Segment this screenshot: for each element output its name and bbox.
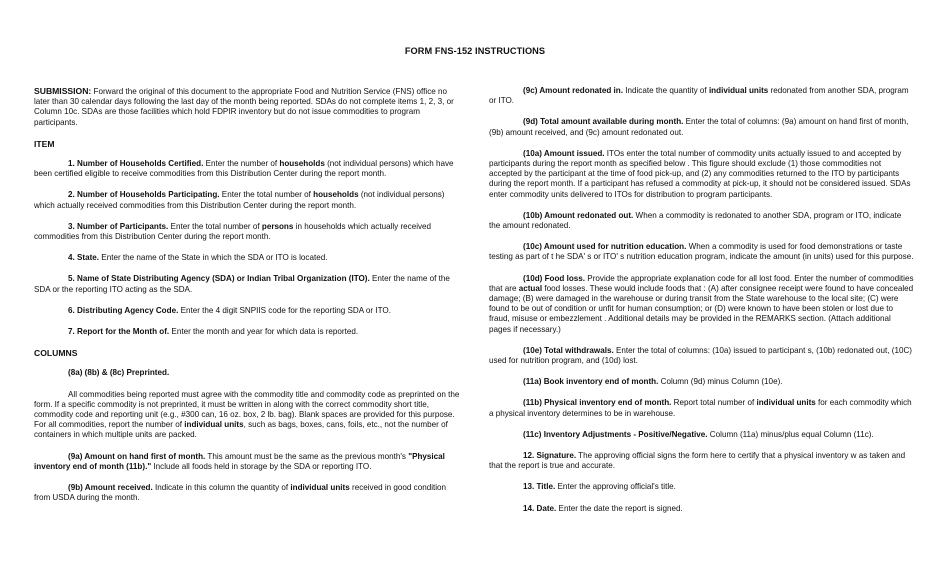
column-11b-text-2: for each commodity which a physical inventory determines to be in warehouse.: [489, 398, 912, 418]
column-9c-text-2: redonated from another SDA, program or ITO.: [489, 86, 909, 106]
column-10d-label: (10d) Food loss.: [523, 273, 586, 283]
column-8-label: (8a) (8b) & (8c) Preprinted.: [68, 368, 170, 378]
column-11b: [489, 398, 914, 418]
column-10d-emphasis: actual: [518, 283, 543, 293]
item-3-label: 3. Number of Participants.: [68, 221, 169, 231]
item-7-label: 7. Report for the Month of.: [68, 327, 170, 337]
column-11c-label: (11c) Inventory Adjustments - Positive/Negative.: [523, 429, 708, 439]
item-1: [34, 159, 460, 179]
column-10e-label: (10e) Total withdrawals.: [523, 345, 614, 355]
item-3-emphasis: persons: [261, 221, 294, 231]
column-9a-text-2: Include all foods held in storage by the SDA or reporting ITO.: [151, 461, 372, 471]
column-10a-text: ITOs enter the total number of commodity units actually issued to and accepted by participants during the report month as specified below . This figure should exclude (1) those commodities not accepted by the participant at the time of food pick-up, and (2) any commodities returned to the ITO by participants during the report month. If a participant has refused a commodity at pick-up, it should not be considered issued. SDAs enter commodity units delivered to ITOs for distribution to program participants.: [489, 148, 911, 199]
item-2-emphasis: households: [313, 190, 359, 200]
item-6-text: Enter the 4 digit SNPIIS code for the reporting SDA or ITO.: [178, 305, 391, 315]
item-6-label: 6. Distributing Agency Code.: [68, 305, 179, 315]
column-11a-label: (11a) Book inventory end of month.: [523, 377, 659, 387]
item-13-text: Enter the approving official's title.: [555, 482, 676, 492]
column-9b-text: Indicate in this column the quantity of: [152, 483, 291, 493]
item-3-text: Enter the total number of: [168, 221, 262, 231]
item-2-text: Enter the total number of: [219, 190, 314, 200]
column-10c-label: (10c) Amount used for nutrition education.: [523, 242, 687, 252]
item-2: [34, 190, 460, 210]
item-5-text: Enter the name of the SDA or the reporting ITO acting as the SDA.: [34, 274, 450, 294]
item-13-label: 13. Title.: [523, 482, 556, 492]
item-1-text-2: (not individual persons) which have been certified eligible to receive commodities from this Distribution Center during the report month.: [34, 159, 454, 179]
column-9a-emphasis: "Physical inventory end of month (11b).": [34, 451, 445, 471]
column-11a-text: Column (9d) minus Column (10e).: [658, 377, 783, 387]
item-3-text-2: in households which actually received commodities from this Distribution Center during the report month.: [34, 221, 432, 242]
item-2-label: 2. Number of Households Participating.: [68, 190, 220, 200]
column-10a: [489, 149, 914, 200]
submission-paragraph: [34, 86, 460, 128]
form-title: FORM FNS-152 INSTRUCTIONS: [404, 46, 546, 56]
left-column: [34, 86, 460, 514]
submission-label: SUBMISSION:: [34, 86, 92, 96]
item-4-label: 4. State.: [68, 253, 100, 263]
column-10d-text-2: food losses. These would include foods that : (A) after consignee receipt were found to have concealed damage; (B) were damaged in the warehouse or during transit from the State warehouse to the local site; (C) were found to be out of condition or unfit for human consumption; or (D) were known to have been stolen or lost due to fraud, misuse or embezzlement . Additional details may be provided in the REMARKS section. (Attach additional pages if necessary.): [489, 283, 914, 334]
column-9a-text: This amount must be the same as the previous month's: [205, 451, 409, 461]
column-10d: [489, 274, 914, 335]
column-10b-text: When a commodity is redonated to another SDA, program or ITO, indicate the amount redonated.: [489, 210, 902, 231]
column-11b-emphasis: individual units: [756, 398, 816, 408]
column-9a-label: (9a) Amount on hand first of month.: [68, 451, 206, 461]
item-13: [489, 482, 914, 492]
column-9b-label: (9b) Amount received.: [68, 483, 153, 493]
column-9d: [489, 117, 914, 137]
column-9c-label: (9c) Amount redonated in.: [523, 86, 623, 95]
item-4: [34, 253, 460, 263]
item-14-text: Enter the date the report is signed.: [556, 503, 683, 513]
item-1-label: 1. Number of Households Certified.: [68, 159, 204, 169]
column-8-text-2: , such as bags, boxes, cans, foils, etc., not the number of containers in which multiple units are packed.: [34, 420, 448, 440]
column-9d-label: (9d) Total amount available during month.: [523, 117, 684, 127]
item-1-text: Enter the number of: [203, 159, 280, 169]
column-10a-label: (10a) Amount issued.: [523, 148, 605, 158]
column-9b-text-2: received in good condition from USDA during the month.: [34, 483, 447, 503]
item-12-text: The approving official signs the form here to certify that a physical inventory w as taken and that the report is true and accurate.: [489, 451, 906, 471]
column-11c-text: Column (11a) minus/plus equal Column (11c).: [707, 429, 874, 439]
column-10c: [489, 242, 914, 262]
column-9c-emphasis: individual units: [708, 86, 769, 95]
item-7-text: Enter the month and year for which data is reported.: [169, 327, 359, 337]
column-9c-text: Indicate the quantity of: [622, 86, 709, 95]
column-11c: [489, 430, 914, 440]
item-3: [34, 222, 460, 242]
column-10e-text: Enter the total of columns: (10a) issued to participant s, (10b) redonated out, (10C) used for nutrition program, and (10d) lost.: [489, 345, 912, 366]
column-10e: [489, 346, 914, 366]
column-8-heading: [34, 368, 460, 378]
columns-heading: COLUMNS: [34, 348, 78, 359]
item-14: [489, 504, 914, 514]
item-14-label: 14. Date.: [523, 503, 557, 513]
column-9b: [34, 483, 460, 503]
column-8-emphasis: individual units: [184, 420, 244, 430]
column-9d-text: Enter the total of columns: (9a) amount on hand first of month, (9b) amount received, and (9c) amount redonated out.: [489, 117, 909, 137]
item-12-label: 12. Signature.: [523, 451, 577, 461]
submission-text: Forward the original of this document to the appropriate Food and Nutrition Service (FNS) office no later than 30 calendar days following the last day of the month being reported. SDAs do not complete items 1, 2, 3, or Column 10c. SDAs are those facilities which hold FDPIR inventory but do not issue commodities to program participants.: [34, 87, 454, 127]
column-10c-text: When a commodity is used for food demonstrations or taste testing as part of t he SDA' s or ITO' s nutrition education program, indicate the amount (in units) used for this purpose.: [489, 242, 914, 262]
item-5: [34, 274, 460, 294]
item-1-emphasis: households: [279, 159, 325, 169]
item-7: [34, 327, 460, 337]
column-11a: [489, 377, 914, 387]
column-9b-emphasis: individual units: [290, 483, 350, 493]
column-9a: [34, 452, 460, 472]
right-column: [489, 86, 914, 525]
item-heading: ITEM: [34, 138, 55, 149]
item-4-text: Enter the name of the State in which the SDA or ITO is located.: [99, 253, 328, 263]
column-11b-label: (11b) Physical inventory end of month.: [523, 398, 672, 408]
column-9c: [489, 86, 914, 106]
column-11b-text: Report total number of: [671, 398, 757, 408]
item-5-label: 5. Name of State Distributing Agency (SDA) or Indian Tribal Organization (ITO).: [68, 274, 370, 284]
item-6: [34, 306, 460, 316]
column-10b-label: (10b) Amount redonated out.: [523, 210, 634, 220]
column-10b: [489, 211, 914, 231]
item-12: [489, 451, 914, 471]
item-2-text-2: (not individual persons) which actually received commodities from this Distribution Center during the report month.: [34, 190, 445, 210]
column-10d-text: Provide the appropriate explanation code for all lost food. Enter the number of commodities that are: [489, 273, 914, 293]
column-8-text-1: All commodities being reported must agree with the commodity title and commodity code as preprinted on the form. If a specific commodity is not preprinted, it must be written in along with the correct commodity short title, commodity code and reporting unit (e.g., #300 can, 16 oz. box, 2 lb. bag). Blank spaces are provided for this purpose. For all commodities, report the number of: [34, 389, 460, 430]
column-8-text: [34, 390, 460, 441]
